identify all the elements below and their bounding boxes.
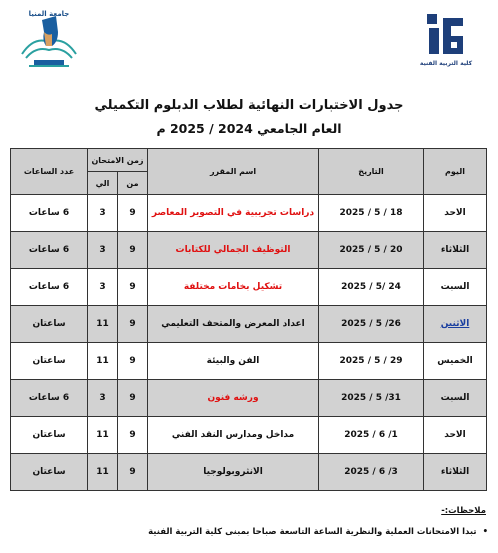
from-cell: 9 [118, 417, 148, 454]
header-exam-time: زمن الامتحان [88, 149, 148, 172]
day-cell: الاحد [424, 195, 487, 232]
note-item [12, 527, 488, 537]
to-cell: 3 [88, 232, 118, 269]
table-row [11, 380, 487, 417]
exam-schedule-table [10, 148, 487, 491]
table-row [11, 269, 487, 306]
date-cell: 24 /5 / 2025 [319, 269, 424, 306]
header-from: من [118, 172, 148, 195]
date-cell: 20 / 5 / 2025 [319, 232, 424, 269]
day-link[interactable]: الاثنين [440, 319, 470, 329]
to-cell: 11 [88, 417, 118, 454]
date-cell: 29 / 5 / 2025 [319, 343, 424, 380]
course-cell: تشكيل بخامات مختلفة [148, 269, 319, 306]
course-cell: اعداد المعرض والمتحف التعليمي [148, 306, 319, 343]
header-course: اسم المقرر [148, 149, 319, 195]
table-row [11, 343, 487, 380]
table-row [11, 232, 487, 269]
from-cell: 9 [118, 380, 148, 417]
table-row [11, 454, 487, 491]
course-cell: الفن والبيئة [148, 343, 319, 380]
academic-year-title: العام الجامعي 2024 / 2025 م [156, 121, 342, 136]
from-cell: 9 [118, 195, 148, 232]
bullet-icon: • [482, 527, 488, 537]
faculty-logo [416, 12, 476, 74]
day-cell: الخميس [424, 343, 487, 380]
date-cell: 18 / 5 / 2025 [319, 195, 424, 232]
table-row [11, 417, 487, 454]
date-cell: 31/ 5 / 2025 [319, 380, 424, 417]
hours-cell: 6 ساعات [11, 195, 88, 232]
course-cell: ورشه فنون [148, 380, 319, 417]
date-cell: 3/ 6 / 2025 [319, 454, 424, 491]
to-cell: 3 [88, 195, 118, 232]
course-cell: التوظيف الجمالي للكتابات [148, 232, 319, 269]
from-cell: 9 [118, 306, 148, 343]
course-cell: مداخل ومدارس النقد الفني [148, 417, 319, 454]
to-cell: 3 [88, 380, 118, 417]
note-text: تبدا الامتحانات العملية والنظرية الساعة التاسعة صباحا بمبنى كلية التربية الفنية [148, 527, 477, 537]
university-logo-text: جامعة المنيا [28, 10, 70, 18]
header-date: التاريخ [319, 149, 424, 195]
to-cell: 11 [88, 343, 118, 380]
university-logo [14, 6, 84, 76]
from-cell: 9 [118, 269, 148, 306]
header-hours: عدد الساعات [11, 149, 88, 195]
from-cell: 9 [118, 232, 148, 269]
from-cell: 9 [118, 343, 148, 380]
faculty-logo-caption: كلية التربية الفنية [419, 60, 473, 67]
day-cell [424, 306, 487, 343]
hours-cell: ساعتان [11, 343, 88, 380]
date-cell: 1/ 6 / 2025 [319, 417, 424, 454]
day-cell: السبت [424, 269, 487, 306]
page-title: جدول الاختبارات النهائية لطلاب الدبلوم التكميلي [94, 98, 404, 113]
to-cell: 11 [88, 306, 118, 343]
course-cell: دراسات تجريبية في التصوير المعاصر [148, 195, 319, 232]
table-row [11, 306, 487, 343]
hours-cell: ساعتان [11, 454, 88, 491]
notes-label: ملاحظات:- [441, 506, 486, 516]
from-cell: 9 [118, 454, 148, 491]
day-cell: الثلاثاء [424, 454, 487, 491]
hours-cell: ساعتان [11, 417, 88, 454]
hours-cell: 6 ساعات [11, 232, 88, 269]
faculty-emblem-icon [425, 12, 467, 58]
table-row [11, 195, 487, 232]
day-cell: السبت [424, 380, 487, 417]
hours-cell: 6 ساعات [11, 380, 88, 417]
to-cell: 11 [88, 454, 118, 491]
day-cell: الاحد [424, 417, 487, 454]
day-cell: الثلاثاء [424, 232, 487, 269]
to-cell: 3 [88, 269, 118, 306]
hours-cell: ساعتان [11, 306, 88, 343]
hours-cell: 6 ساعات [11, 269, 88, 306]
course-cell: الانثروبولوجيا [148, 454, 319, 491]
header-day: اليوم [424, 149, 487, 195]
date-cell: 26/ 5 / 2025 [319, 306, 424, 343]
header-to: الي [88, 172, 118, 195]
